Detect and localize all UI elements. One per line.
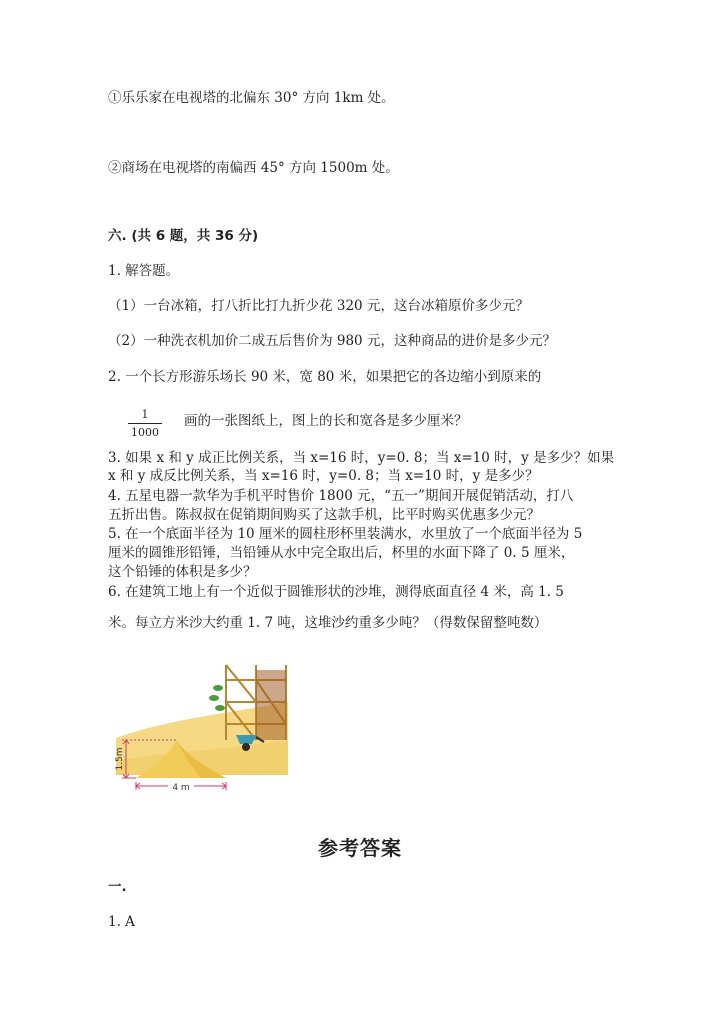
fraction-denominator: 1000 [131, 426, 159, 439]
question-5-line-1: 5. 在一个底面半径为 10 厘米的圆柱形杯里装满水，水里放了一个底面半径为 5 [108, 526, 583, 542]
section-heading: 六. (共 6 题，共 36 分) [108, 228, 259, 244]
answers-first-item: 1. A [108, 914, 135, 930]
sand-pile-figure [106, 660, 306, 795]
question-5-line-3: 这个铅锤的体积是多少？ [108, 564, 257, 580]
question-1-title: 1. 解答题。 [108, 263, 180, 279]
question-2-line-2: 画的一张图纸上，图上的长和宽各是多少厘米？ [184, 413, 468, 429]
question-6-line-1: 6. 在建筑工地上有一个近似于圆锥形状的沙堆，测得底面直径 4 米，高 1. 5 [108, 584, 564, 600]
question-3-line-2: x 和 y 成反比例关系，当 x=16 时，y=0. 8；当 x=10 时，y 是多少？ [108, 468, 539, 484]
question-1-part-1: （1）一台冰箱，打八折比打九折少花 320 元，这台冰箱原价多少元？ [108, 298, 529, 314]
answers-title: 参考答案 [318, 836, 402, 860]
building [256, 670, 286, 740]
question-2-line-1: 2. 一个长方形游乐场长 90 米，宽 80 米，如果把它的各边缩小到原来的 [108, 369, 542, 385]
diameter-label: 4 m [172, 783, 190, 793]
question-4-line-1: 4. 五星电器一款华为手机平时售价 1800 元，“五一”期间开展促销活动，打八 [108, 488, 574, 504]
answer-line-1: ①乐乐家在电视塔的北偏东 30° 方向 1km 处。 [108, 90, 395, 106]
question-4-line-2: 五折出售。陈叔叔在促销期间购买了这款手机，比平时购买优惠多少元？ [108, 507, 540, 523]
fraction-bar [128, 423, 162, 424]
question-3-line-1: 3. 如果 x 和 y 成正比例关系，当 x=16 时，y=0. 8；当 x=10 时，y 是多少？如果 [108, 450, 615, 466]
plant [209, 685, 225, 711]
answers-section-1: 一. [108, 879, 127, 895]
answer-line-2: ②商场在电视塔的南偏西 45° 方向 1500m 处。 [108, 160, 399, 176]
question-6-line-2: 米。每立方米沙大约重 1. 7 吨，这堆沙约重多少吨？（得数保留整吨数） [108, 615, 548, 631]
height-label: 1.5m [115, 747, 125, 771]
question-5-line-2: 厘米的圆锥形铅锤，当铅锤从水中完全取出后，杯里的水面下降了 0. 5 厘米， [108, 545, 575, 561]
fraction-numerator: 1 [141, 408, 149, 421]
question-1-part-2: （2）一种洗衣机加价二成五后售价为 980 元，这种商品的进价是多少元？ [108, 333, 556, 349]
fraction [128, 408, 162, 439]
